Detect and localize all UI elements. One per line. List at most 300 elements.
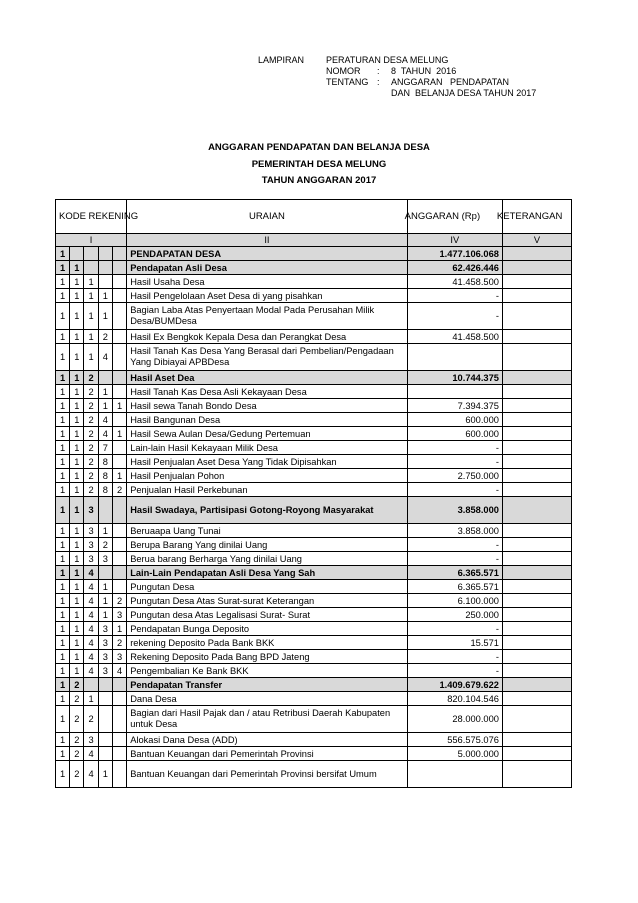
uraian-cell: Pungutan desa Atas Legalisasi Surat- Surat bbox=[127, 608, 407, 622]
kode-digit-2: 1 bbox=[70, 524, 84, 538]
table-row bbox=[56, 622, 572, 636]
uraian-cell: Hasil Penjualan Pohon bbox=[127, 469, 407, 483]
anggaran-cell: 7.394.375 bbox=[407, 399, 502, 413]
keterangan-cell bbox=[502, 289, 571, 303]
keterangan-cell bbox=[502, 552, 571, 566]
keterangan-cell bbox=[502, 761, 571, 788]
table-row bbox=[56, 733, 572, 747]
keterangan-cell bbox=[502, 747, 571, 761]
kode-digit-2: 1 bbox=[70, 594, 84, 608]
anggaran-cell: 600.000 bbox=[407, 413, 502, 427]
table-row bbox=[56, 289, 572, 303]
kode-digit-3: 1 bbox=[84, 275, 98, 289]
kode-digit-5: 3 bbox=[112, 650, 126, 664]
kode-digit-3: 1 bbox=[84, 344, 98, 371]
table-row bbox=[56, 385, 572, 399]
kode-digit-2: 2 bbox=[70, 678, 84, 692]
kode-digit-4: 1 bbox=[98, 385, 112, 399]
kode-digit-4 bbox=[98, 747, 112, 761]
kode-digit-1: 1 bbox=[56, 344, 70, 371]
kode-digit-1: 1 bbox=[56, 733, 70, 747]
uraian-cell: Pungutan Desa bbox=[127, 580, 407, 594]
kode-digit-2: 1 bbox=[70, 344, 84, 371]
anggaran-cell: 6.365.571 bbox=[407, 580, 502, 594]
keterangan-cell bbox=[502, 413, 571, 427]
table-header-row bbox=[56, 200, 572, 234]
table-row bbox=[56, 399, 572, 413]
kode-digit-2: 1 bbox=[70, 608, 84, 622]
lampiran-sep-2: : bbox=[377, 77, 380, 87]
kode-digit-2: 2 bbox=[70, 733, 84, 747]
kode-digit-3: 2 bbox=[84, 427, 98, 441]
kode-digit-5 bbox=[112, 261, 126, 275]
lampiran-row-0 bbox=[258, 55, 536, 66]
keterangan-cell bbox=[502, 650, 571, 664]
kode-digit-3: 3 bbox=[84, 552, 98, 566]
kode-digit-1: 1 bbox=[56, 399, 70, 413]
kode-digit-2: 1 bbox=[70, 455, 84, 469]
kode-digit-3: 1 bbox=[84, 330, 98, 344]
anggaran-cell bbox=[407, 761, 502, 788]
keterangan-cell bbox=[502, 399, 571, 413]
keterangan-cell bbox=[502, 664, 571, 678]
kode-digit-3: 2 bbox=[84, 385, 98, 399]
uraian-cell: Lain-Lain Pendapatan Asli Desa Yang Sah bbox=[127, 566, 407, 580]
anggaran-cell: 15.571 bbox=[407, 636, 502, 650]
kode-digit-1: 1 bbox=[56, 289, 70, 303]
uraian-cell: Hasil Usaha Desa bbox=[127, 275, 407, 289]
uraian-cell: Pendapatan Bunga Deposito bbox=[127, 622, 407, 636]
uraian-cell: Berupa Barang Yang dinilai Uang bbox=[127, 538, 407, 552]
kode-digit-5 bbox=[112, 455, 126, 469]
kode-digit-4: 1 bbox=[98, 399, 112, 413]
anggaran-cell: 1.409.679.622 bbox=[407, 678, 502, 692]
keterangan-cell bbox=[502, 303, 571, 330]
table-row bbox=[56, 261, 572, 275]
table-row bbox=[56, 427, 572, 441]
keterangan-cell bbox=[502, 275, 571, 289]
table-row bbox=[56, 330, 572, 344]
kode-digit-2: 1 bbox=[70, 469, 84, 483]
uraian-cell: Bagian Laba Atas Penyertaan Modal Pada Perusahan Milik Desa/BUMDesa bbox=[127, 303, 407, 330]
table-row bbox=[56, 538, 572, 552]
kode-digit-1: 1 bbox=[56, 692, 70, 706]
anggaran-cell: 1.477.106.068 bbox=[407, 247, 502, 261]
lampiran-value-1: 8 TAHUN 2016 bbox=[391, 66, 457, 76]
kode-digit-2: 1 bbox=[70, 580, 84, 594]
anggaran-cell: 6.100.000 bbox=[407, 594, 502, 608]
kode-digit-3 bbox=[84, 247, 98, 261]
table-row bbox=[56, 580, 572, 594]
kode-digit-2: 1 bbox=[70, 261, 84, 275]
kode-digit-4: 1 bbox=[98, 594, 112, 608]
anggaran-cell bbox=[407, 344, 502, 371]
kode-digit-1: 1 bbox=[56, 371, 70, 385]
kode-digit-5 bbox=[112, 524, 126, 538]
anggaran-cell: 556.575.076 bbox=[407, 733, 502, 747]
kode-digit-4 bbox=[98, 371, 112, 385]
kode-digit-5: 2 bbox=[112, 483, 126, 497]
header-uraian: URAIAN bbox=[127, 200, 407, 234]
table-row bbox=[56, 608, 572, 622]
kode-digit-1: 1 bbox=[56, 261, 70, 275]
kode-digit-4: 2 bbox=[98, 538, 112, 552]
kode-digit-2: 1 bbox=[70, 622, 84, 636]
uraian-cell: Hasil Swadaya, Partisipasi Gotong-Royong Masyarakat bbox=[127, 497, 407, 524]
table-row bbox=[56, 497, 572, 524]
kode-digit-5: 2 bbox=[112, 636, 126, 650]
lampiran-value-3: DAN BELANJA DESA TAHUN 2017 bbox=[391, 88, 537, 98]
anggaran-cell: 250.000 bbox=[407, 608, 502, 622]
roman-keterangan: V bbox=[502, 234, 571, 247]
title-line-1: ANGGARAN PENDAPATAN DAN BELANJA DESA bbox=[208, 142, 430, 153]
anggaran-cell: - bbox=[407, 303, 502, 330]
kode-digit-3: 3 bbox=[84, 497, 98, 524]
kode-digit-1: 1 bbox=[56, 441, 70, 455]
kode-digit-1: 1 bbox=[56, 678, 70, 692]
uraian-cell: PENDAPATAN DESA bbox=[127, 247, 407, 261]
kode-digit-2: 1 bbox=[70, 552, 84, 566]
keterangan-cell bbox=[502, 455, 571, 469]
kode-digit-5 bbox=[112, 497, 126, 524]
kode-digit-3: 4 bbox=[84, 622, 98, 636]
table-row bbox=[56, 706, 572, 733]
lampiran-row-2 bbox=[258, 77, 536, 88]
lampiran-row-3 bbox=[258, 88, 536, 99]
anggaran-cell: 28.000.000 bbox=[407, 706, 502, 733]
kode-digit-5: 3 bbox=[112, 608, 126, 622]
kode-digit-2: 1 bbox=[70, 330, 84, 344]
kode-digit-5: 1 bbox=[112, 427, 126, 441]
title-line-2: PEMERINTAH DESA MELUNG bbox=[251, 158, 387, 170]
kode-digit-3: 2 bbox=[84, 455, 98, 469]
kode-digit-4 bbox=[98, 733, 112, 747]
lampiran-value-2: ANGGARAN PENDAPATAN bbox=[391, 77, 510, 87]
kode-digit-4: 4 bbox=[98, 413, 112, 427]
kode-digit-1: 1 bbox=[56, 247, 70, 261]
table-row bbox=[56, 469, 572, 483]
lampiran-key-2: TENTANG bbox=[326, 77, 369, 87]
uraian-cell: Hasil Penjualan Aset Desa Yang Tidak Dipisahkan bbox=[127, 455, 407, 469]
header-anggaran: ANGGARAN (Rp) bbox=[407, 200, 502, 234]
kode-digit-3: 4 bbox=[84, 594, 98, 608]
kode-digit-4: 3 bbox=[98, 664, 112, 678]
keterangan-cell bbox=[502, 261, 571, 275]
kode-digit-3: 4 bbox=[84, 608, 98, 622]
uraian-cell: Pendapatan Asli Desa bbox=[127, 261, 407, 275]
anggaran-cell: 2.750.000 bbox=[407, 469, 502, 483]
uraian-cell: Pengembalian Ke Bank BKK bbox=[127, 664, 407, 678]
uraian-cell: Pendapatan Transfer bbox=[127, 678, 407, 692]
uraian-cell: Bantuan Keuangan dari Pemerintah Provinsi bersifat Umum bbox=[127, 761, 407, 788]
keterangan-cell bbox=[502, 733, 571, 747]
kode-digit-2: 2 bbox=[70, 692, 84, 706]
kode-digit-4: 1 bbox=[98, 608, 112, 622]
table-row bbox=[56, 413, 572, 427]
kode-digit-3: 2 bbox=[84, 441, 98, 455]
kode-digit-4 bbox=[98, 261, 112, 275]
kode-digit-5 bbox=[112, 344, 126, 371]
kode-digit-2: 1 bbox=[70, 538, 84, 552]
kode-digit-4 bbox=[98, 275, 112, 289]
uraian-cell: Hasil Ex Bengkok Kepala Desa dan Perangkat Desa bbox=[127, 330, 407, 344]
keterangan-cell bbox=[502, 608, 571, 622]
kode-digit-1: 1 bbox=[56, 594, 70, 608]
kode-digit-5 bbox=[112, 247, 126, 261]
anggaran-cell: - bbox=[407, 441, 502, 455]
kode-digit-5 bbox=[112, 413, 126, 427]
uraian-cell: Hasil Sewa Aulan Desa/Gedung Pertemuan bbox=[127, 427, 407, 441]
kode-digit-5 bbox=[112, 330, 126, 344]
kode-digit-2: 1 bbox=[70, 385, 84, 399]
table-row bbox=[56, 636, 572, 650]
anggaran-cell: 41.458.500 bbox=[407, 275, 502, 289]
kode-digit-5 bbox=[112, 289, 126, 303]
kode-digit-2: 1 bbox=[70, 289, 84, 303]
kode-digit-3: 2 bbox=[84, 706, 98, 733]
kode-digit-3: 1 bbox=[84, 692, 98, 706]
anggaran-cell: - bbox=[407, 650, 502, 664]
kode-digit-1: 1 bbox=[56, 303, 70, 330]
anggaran-cell: 3.858.000 bbox=[407, 524, 502, 538]
kode-digit-5: 1 bbox=[112, 399, 126, 413]
kode-digit-3: 4 bbox=[84, 664, 98, 678]
kode-digit-1: 1 bbox=[56, 385, 70, 399]
kode-digit-2: 1 bbox=[70, 483, 84, 497]
table-row bbox=[56, 247, 572, 261]
table-row bbox=[56, 650, 572, 664]
header-kode-rekening: KODE REKENING bbox=[56, 200, 127, 234]
kode-digit-2: 1 bbox=[70, 650, 84, 664]
anggaran-cell: - bbox=[407, 552, 502, 566]
uraian-cell: Penjualan Hasil Perkebunan bbox=[127, 483, 407, 497]
kode-digit-1: 1 bbox=[56, 497, 70, 524]
kode-digit-3: 3 bbox=[84, 733, 98, 747]
keterangan-cell bbox=[502, 622, 571, 636]
table-roman-row bbox=[56, 234, 572, 247]
keterangan-cell bbox=[502, 371, 571, 385]
kode-digit-2: 1 bbox=[70, 399, 84, 413]
uraian-cell: Hasil Pengelolaan Aset Desa di yang pisahkan bbox=[127, 289, 407, 303]
kode-digit-1: 1 bbox=[56, 761, 70, 788]
anggaran-cell bbox=[407, 385, 502, 399]
keterangan-cell bbox=[502, 636, 571, 650]
kode-digit-2: 1 bbox=[70, 413, 84, 427]
keterangan-cell bbox=[502, 678, 571, 692]
kode-digit-5 bbox=[112, 566, 126, 580]
kode-digit-3: 2 bbox=[84, 413, 98, 427]
kode-digit-1: 1 bbox=[56, 664, 70, 678]
keterangan-cell bbox=[502, 330, 571, 344]
kode-digit-4: 1 bbox=[98, 289, 112, 303]
roman-anggaran: IV bbox=[407, 234, 502, 247]
kode-digit-3: 2 bbox=[84, 399, 98, 413]
table-row bbox=[56, 594, 572, 608]
title-line-3: TAHUN ANGGARAN 2017 bbox=[261, 175, 377, 186]
anggaran-cell: 10.744.375 bbox=[407, 371, 502, 385]
kode-digit-4: 8 bbox=[98, 483, 112, 497]
kode-digit-2: 1 bbox=[70, 427, 84, 441]
kode-digit-4 bbox=[98, 692, 112, 706]
table-row bbox=[56, 371, 572, 385]
keterangan-cell bbox=[502, 441, 571, 455]
budget-table bbox=[55, 199, 572, 788]
kode-digit-2: 1 bbox=[70, 566, 84, 580]
kode-digit-3: 1 bbox=[84, 303, 98, 330]
kode-digit-5 bbox=[112, 747, 126, 761]
uraian-cell: Hasil sewa Tanah Bondo Desa bbox=[127, 399, 407, 413]
uraian-cell: Hasil Aset Dea bbox=[127, 371, 407, 385]
kode-digit-5 bbox=[112, 692, 126, 706]
kode-digit-1: 1 bbox=[56, 275, 70, 289]
kode-digit-3: 2 bbox=[84, 371, 98, 385]
kode-digit-2: 1 bbox=[70, 275, 84, 289]
kode-digit-1: 1 bbox=[56, 608, 70, 622]
kode-digit-1: 1 bbox=[56, 650, 70, 664]
kode-digit-3: 4 bbox=[84, 566, 98, 580]
kode-digit-2: 1 bbox=[70, 371, 84, 385]
table-row bbox=[56, 664, 572, 678]
anggaran-cell: - bbox=[407, 622, 502, 636]
keterangan-cell bbox=[502, 483, 571, 497]
kode-digit-3: 4 bbox=[84, 580, 98, 594]
kode-digit-1: 1 bbox=[56, 538, 70, 552]
kode-digit-3: 3 bbox=[84, 538, 98, 552]
kode-digit-5 bbox=[112, 580, 126, 594]
lampiran-label: LAMPIRAN bbox=[258, 55, 305, 65]
kode-digit-4: 4 bbox=[98, 427, 112, 441]
uraian-cell: Hasil Tanah Kas Desa Yang Berasal dari Pembelian/Pengadaan Yang Dibiayai APBDesa bbox=[127, 344, 407, 371]
keterangan-cell bbox=[502, 706, 571, 733]
lampiran-sep-1: : bbox=[377, 66, 380, 76]
kode-digit-5 bbox=[112, 538, 126, 552]
kode-digit-2: 2 bbox=[70, 761, 84, 788]
kode-digit-1: 1 bbox=[56, 580, 70, 594]
table-row bbox=[56, 692, 572, 706]
kode-digit-3 bbox=[84, 678, 98, 692]
kode-digit-4: 3 bbox=[98, 552, 112, 566]
kode-digit-3: 1 bbox=[84, 289, 98, 303]
anggaran-cell: - bbox=[407, 455, 502, 469]
keterangan-cell bbox=[502, 344, 571, 371]
kode-digit-1: 1 bbox=[56, 469, 70, 483]
table-row bbox=[56, 275, 572, 289]
kode-digit-4 bbox=[98, 706, 112, 733]
kode-digit-3 bbox=[84, 261, 98, 275]
kode-digit-5 bbox=[112, 733, 126, 747]
document-title bbox=[0, 140, 638, 190]
kode-digit-5: 1 bbox=[112, 469, 126, 483]
lampiran-key-1: NOMOR bbox=[326, 66, 361, 76]
kode-digit-4: 8 bbox=[98, 455, 112, 469]
uraian-cell: Pungutan Desa Atas Surat-surat Keterangan bbox=[127, 594, 407, 608]
kode-digit-4 bbox=[98, 678, 112, 692]
table-row bbox=[56, 566, 572, 580]
roman-kode: I bbox=[56, 234, 127, 247]
table-row bbox=[56, 678, 572, 692]
kode-digit-5: 4 bbox=[112, 664, 126, 678]
uraian-cell: rekening Deposito Pada Bank BKK bbox=[127, 636, 407, 650]
kode-digit-1: 1 bbox=[56, 747, 70, 761]
kode-digit-4: 1 bbox=[98, 580, 112, 594]
kode-digit-1: 1 bbox=[56, 566, 70, 580]
kode-digit-4: 4 bbox=[98, 344, 112, 371]
kode-digit-2: 1 bbox=[70, 497, 84, 524]
kode-digit-3: 4 bbox=[84, 636, 98, 650]
kode-digit-5 bbox=[112, 678, 126, 692]
kode-digit-4: 1 bbox=[98, 303, 112, 330]
table-row bbox=[56, 303, 572, 330]
lampiran-header bbox=[258, 55, 536, 99]
kode-digit-3: 4 bbox=[84, 650, 98, 664]
kode-digit-4 bbox=[98, 247, 112, 261]
kode-digit-5 bbox=[112, 303, 126, 330]
kode-digit-4: 8 bbox=[98, 469, 112, 483]
table-row bbox=[56, 344, 572, 371]
table-row bbox=[56, 441, 572, 455]
uraian-cell: Hasil Bangunan Desa bbox=[127, 413, 407, 427]
lampiran-value-0: PERATURAN DESA MELUNG bbox=[326, 55, 449, 65]
kode-digit-4 bbox=[98, 497, 112, 524]
kode-digit-2: 2 bbox=[70, 706, 84, 733]
anggaran-cell: 41.458.500 bbox=[407, 330, 502, 344]
kode-digit-2 bbox=[70, 247, 84, 261]
keterangan-cell bbox=[502, 692, 571, 706]
header-keterangan: KETERANGAN bbox=[502, 200, 571, 234]
kode-digit-5 bbox=[112, 706, 126, 733]
uraian-cell: Berua barang Berharga Yang dinilai Uang bbox=[127, 552, 407, 566]
kode-digit-2: 1 bbox=[70, 636, 84, 650]
lampiran-row-1 bbox=[258, 66, 536, 77]
anggaran-cell: 62.426.446 bbox=[407, 261, 502, 275]
keterangan-cell bbox=[502, 594, 571, 608]
kode-digit-4: 3 bbox=[98, 636, 112, 650]
uraian-cell: Beruaapa Uang Tunai bbox=[127, 524, 407, 538]
kode-digit-5: 1 bbox=[112, 622, 126, 636]
kode-digit-5 bbox=[112, 441, 126, 455]
kode-digit-3: 4 bbox=[84, 747, 98, 761]
roman-uraian: II bbox=[127, 234, 407, 247]
kode-digit-1: 1 bbox=[56, 427, 70, 441]
table-row bbox=[56, 761, 572, 788]
kode-digit-1: 1 bbox=[56, 524, 70, 538]
kode-digit-5 bbox=[112, 385, 126, 399]
kode-digit-2: 1 bbox=[70, 303, 84, 330]
kode-digit-1: 1 bbox=[56, 622, 70, 636]
kode-digit-5 bbox=[112, 761, 126, 788]
kode-digit-4: 1 bbox=[98, 524, 112, 538]
kode-digit-1: 1 bbox=[56, 455, 70, 469]
uraian-cell: Rekening Deposito Pada Bang BPD Jateng bbox=[127, 650, 407, 664]
anggaran-cell: - bbox=[407, 289, 502, 303]
keterangan-cell bbox=[502, 566, 571, 580]
table-row bbox=[56, 483, 572, 497]
kode-digit-1: 1 bbox=[56, 552, 70, 566]
anggaran-cell: 5.000.000 bbox=[407, 747, 502, 761]
keterangan-cell bbox=[502, 247, 571, 261]
kode-digit-4 bbox=[98, 566, 112, 580]
kode-digit-5: 2 bbox=[112, 594, 126, 608]
kode-digit-3: 3 bbox=[84, 524, 98, 538]
anggaran-cell: - bbox=[407, 538, 502, 552]
kode-digit-1: 1 bbox=[56, 706, 70, 733]
kode-digit-4: 1 bbox=[98, 761, 112, 788]
keterangan-cell bbox=[502, 538, 571, 552]
anggaran-cell: 3.858.000 bbox=[407, 497, 502, 524]
kode-digit-1: 1 bbox=[56, 330, 70, 344]
kode-digit-5 bbox=[112, 371, 126, 385]
kode-digit-4: 3 bbox=[98, 622, 112, 636]
